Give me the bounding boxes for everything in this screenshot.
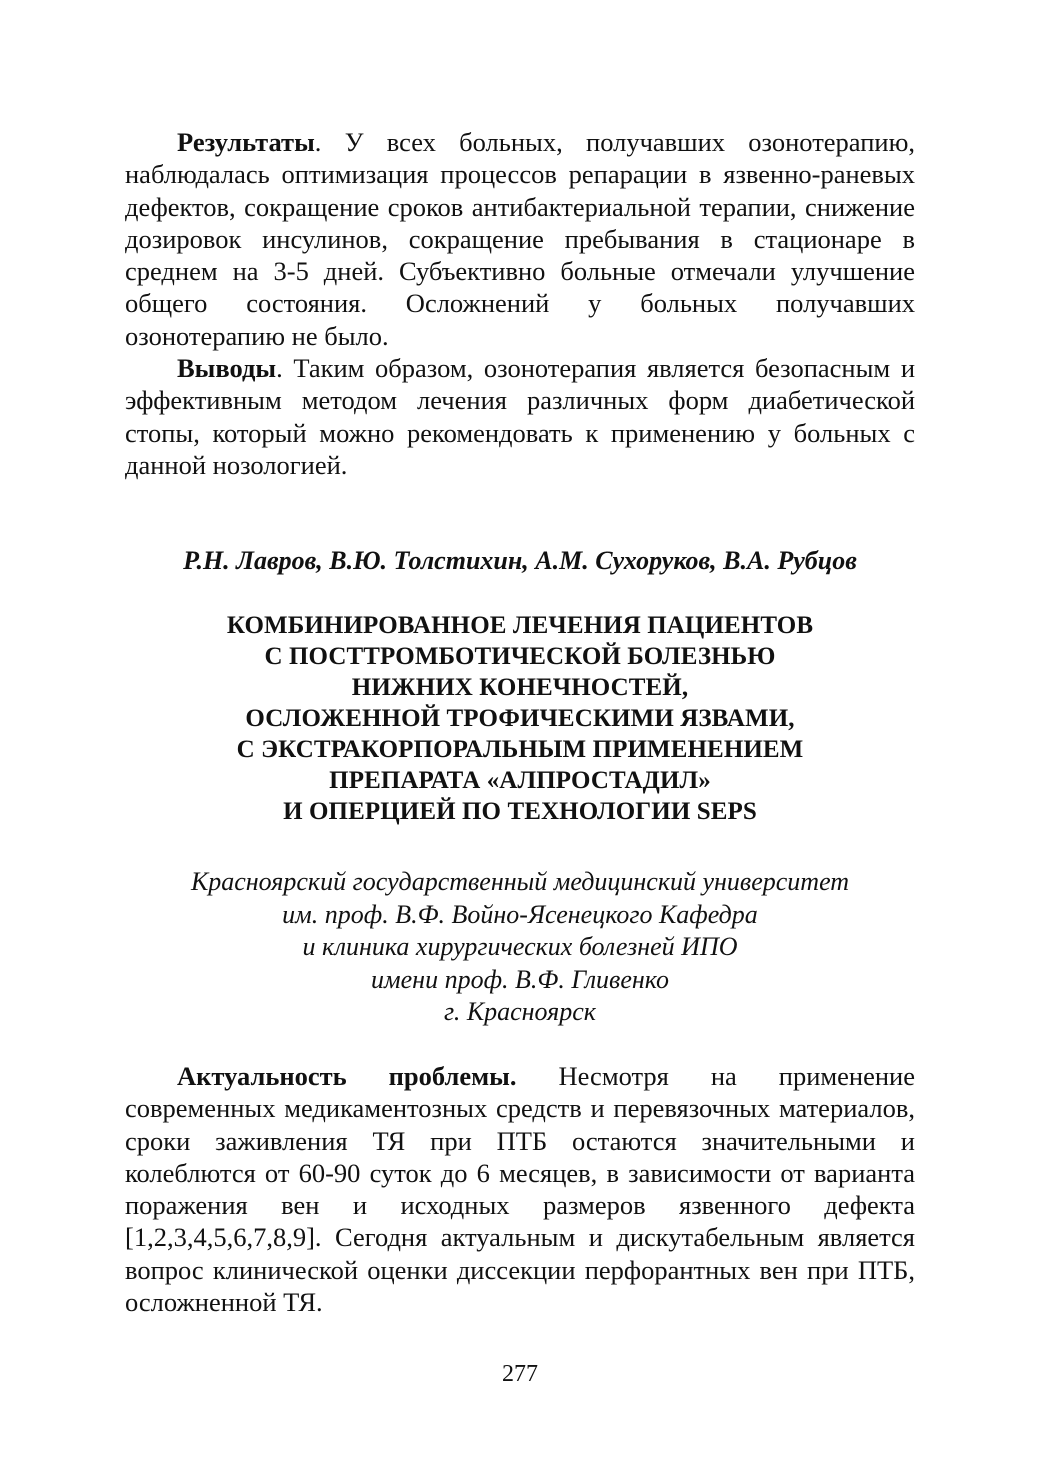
conclusions-paragraph (125, 352, 915, 481)
affiliation-line: имени проф. В.Ф. Гливенко (371, 964, 669, 994)
title-line: И ОПЕРЦИЕЙ ПО ТЕХНОЛОГИИ SEPS (283, 798, 757, 825)
affiliation-line: им. проф. В.Ф. Войно-Ясенецкого Кафедра (282, 899, 758, 929)
affiliation-line: г. Красноярск (444, 997, 596, 1026)
title-line: НИЖНИХ КОНЕЧНОСТЕЙ, (351, 674, 689, 701)
results-heading: Результаты (177, 127, 315, 157)
article-authors: Р.Н. Лавров, В.Ю. Толстихин, А.М. Сухоруков, В.А. Рубцов (183, 546, 857, 575)
title-line: С ПОСТТРОМБОТИЧЕСКОЙ БОЛЕЗНЬЮ (264, 643, 776, 670)
article-affiliation (125, 866, 915, 1029)
document-page (125, 0, 915, 1471)
affiliation-line: Красноярский государственный медицинский университет (190, 867, 850, 896)
conclusions-heading: Выводы (177, 353, 277, 383)
results-text: . У всех больных, получавших озонотерапию, наблюдалась оптимизация процессов репарации в язвенно-раневых дефектов, сокращение сроков антибактериальной терапии, снижение дозировок инсулинов, сокращение пребывания в стационаре в среднем на 3-5 дней. Субъективно больные отмечали улучшение общего состояния. Осложнений у больных получавших озонотерапию не было. (125, 127, 915, 351)
conclusions-text: . Таким образом, озонотерапия является безопасным и эффективным методом лечения различных форм диабетической стопы, который можно рекомендовать к применению у больных с данной нозологией. (125, 353, 915, 480)
relevance-heading: Актуальность проблемы. (177, 1061, 517, 1091)
results-paragraph (125, 126, 915, 352)
title-line: КОМБИНИРОВАННОЕ ЛЕЧЕНИЯ ПАЦИЕНТОВ (226, 612, 814, 639)
page-number: 277 (502, 1361, 538, 1387)
relevance-paragraph (125, 1060, 915, 1318)
title-line: ПРЕПАРАТА «АЛПРОСТАДИЛ» (329, 767, 711, 794)
title-line: ОСЛОЖЕННОЙ ТРОФИЧЕСКИМИ ЯЗВАМИ, (245, 705, 795, 732)
relevance-text: Несмотря на применение современных медикаментозных средств и перевязочных материалов, сроки заживления ТЯ при ПТБ остаются значительными и колеблются от 60-90 суток до 6 месяцев, в зависимости от варианта поражения вен и исходных размеров язвенного дефекта [1,2,3,4,5,6,7,8,9]. Сегодня актуальным и дискутабельным является вопрос клинической оценки диссекции перфорантных вен при ПТБ, осложненной ТЯ. (125, 1061, 915, 1318)
article-title (125, 610, 915, 827)
affiliation-line: и клиника хирургических болезней ИПО (302, 932, 738, 961)
title-line: С ЭКСТРАКОРПОРАЛЬНЫМ ПРИМЕНЕНИЕМ (236, 736, 804, 763)
